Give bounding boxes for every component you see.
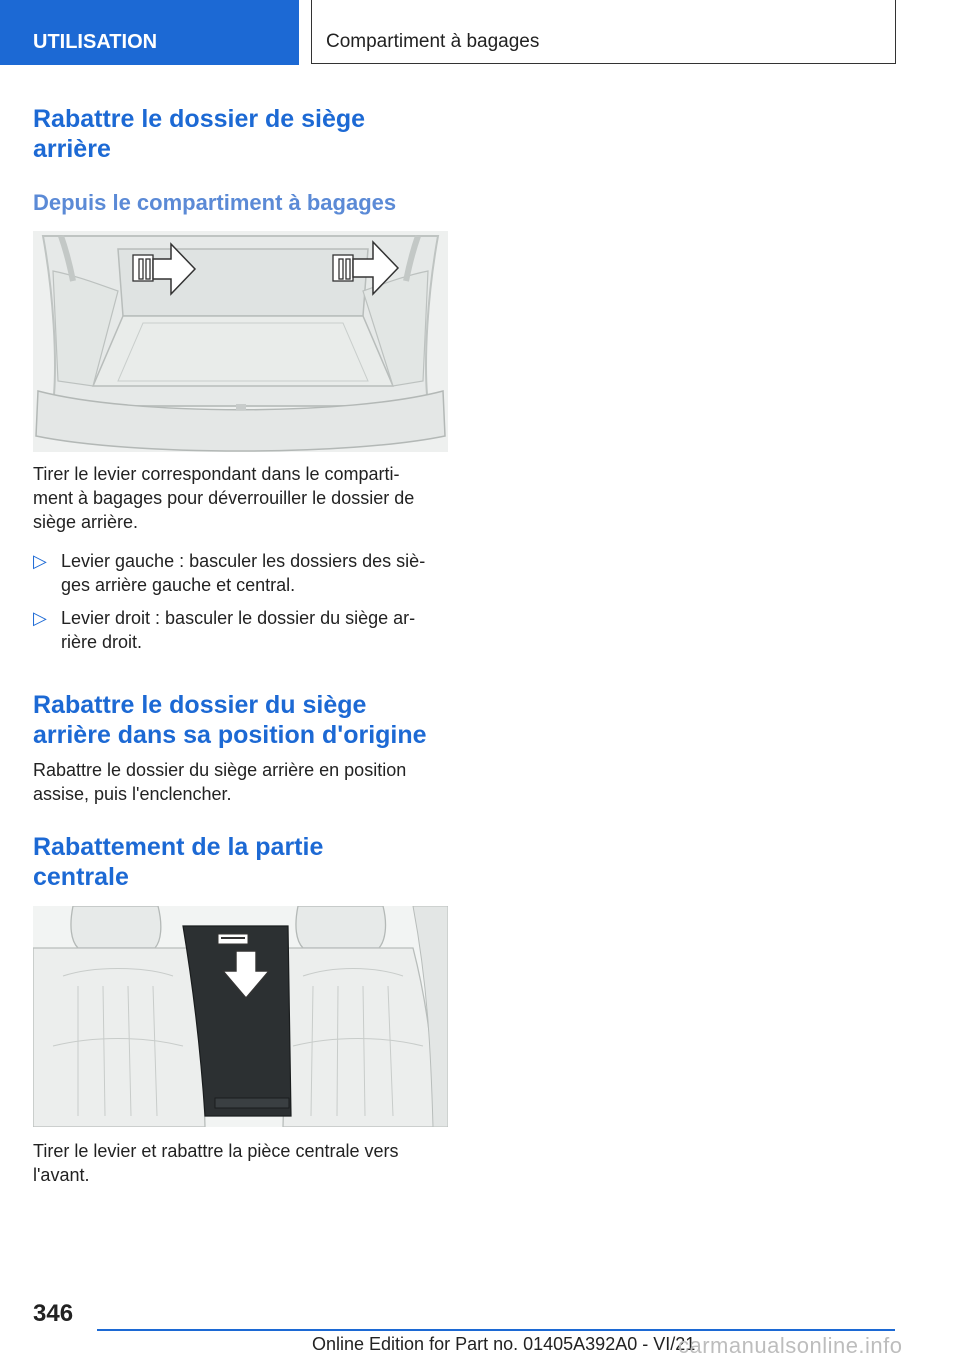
bullet-text-line: rière droit. xyxy=(61,632,143,652)
footer-edition: Online Edition for Part no. 01405A392A0 - VI/21 xyxy=(312,1334,696,1354)
restore-instructions xyxy=(33,758,448,806)
header-topic-box xyxy=(311,0,896,64)
heading-line: arrière xyxy=(33,135,111,163)
text-line: Rabattre le dossier du siège arrière en position xyxy=(33,760,407,780)
fold-seatback-heading xyxy=(33,104,365,164)
watermark: carmanualsonline.info xyxy=(678,1333,903,1358)
restore-seatback-heading xyxy=(33,690,427,750)
triangle-bullet-icon: ▷ xyxy=(33,551,47,571)
triangle-bullet-icon: ▷ xyxy=(33,608,47,628)
text-line: l'avant. xyxy=(33,1165,90,1185)
bullet-text-line: Levier gauche : basculer les dossiers des siè- xyxy=(61,551,426,571)
heading-line: centrale xyxy=(33,863,129,891)
bullet-text-line: Levier droit : basculer le dossier du siège ar- xyxy=(61,608,416,628)
header-topic-label: Compartiment à bagages xyxy=(326,31,540,52)
heading-line: arrière dans sa position d'origine xyxy=(33,721,427,749)
text-line: Tirer le levier et rabattre la pièce centrale vers xyxy=(33,1141,399,1161)
bullet-text-line: ges arrière gauche et central. xyxy=(61,575,296,595)
heading-line: Rabattre le dossier de siège xyxy=(33,105,366,133)
trunk-subheading: Depuis le compartiment à bagages xyxy=(33,190,397,215)
text-line: assise, puis l'enclencher. xyxy=(33,784,232,804)
rear-seat-illustration xyxy=(33,906,448,1127)
text-line: ment à bagages pour déverrouiller le dossier de xyxy=(33,488,415,508)
center-instructions xyxy=(33,1139,448,1187)
header-section-tab xyxy=(0,0,299,65)
center-section-heading xyxy=(33,832,323,892)
footer-divider xyxy=(97,1329,895,1331)
text-line: siège arrière. xyxy=(33,512,139,532)
trunk-instructions xyxy=(33,462,448,534)
heading-line: Rabattement de la partie xyxy=(33,833,324,861)
heading-line: Rabattre le dossier du siège xyxy=(33,691,367,719)
text-line: Tirer le levier correspondant dans le comparti- xyxy=(33,464,400,484)
trunk-illustration xyxy=(33,231,448,452)
page-number: 346 xyxy=(33,1300,74,1327)
header-section-label: UTILISATION xyxy=(33,31,158,53)
